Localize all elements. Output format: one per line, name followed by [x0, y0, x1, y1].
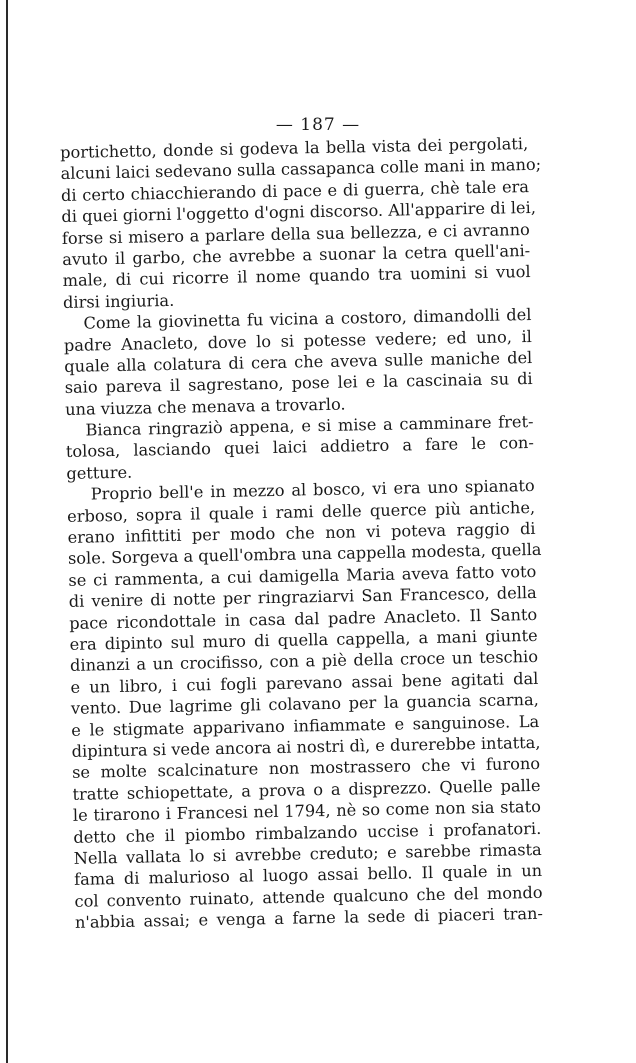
- text-line: sole. Sorgeva a quell'ombra una cappella modesta, quella: [67, 540, 542, 569]
- text-line: Come la giovinetta fu vicina a costoro, dimandolli del: [83, 305, 532, 333]
- text-line: e un libro, i cui fogli parevano assai bene agitati dal: [70, 668, 539, 697]
- text-line: una viuzza che menava a trovarlo.: [64, 394, 346, 419]
- text-line: forse si misero a parlare della sua bellezza, e ci avranno: [61, 219, 530, 248]
- text-line: col convento ruinato, attende qualcuno che del mondo: [74, 882, 543, 911]
- text-line: saio pareva il sagrestano, pose lei e la cascinaia su di: [64, 369, 533, 398]
- text-line: detto che il piombo rimbalzando uccise i profanatori.: [73, 818, 542, 847]
- text-line: se molte scalcinature non mostrassero che vi furono: [71, 754, 541, 783]
- text-line: erboso, sopra il quale i rami delle querce più antiche,: [67, 497, 536, 526]
- text-line: padre Anacleto, dove lo si potesse vedere; ed uno, il: [63, 326, 532, 355]
- text-line: fama di malurioso al luogo assai bello. Il quale in un: [73, 861, 543, 890]
- text-line: Nella vallata lo si avrebbe creduto; e sarebbe rimasta: [73, 839, 542, 868]
- text-line: Proprio bell'e in mezzo al bosco, vi era uno spianato: [90, 476, 535, 504]
- text-line: dipintura si vede ancora ai nostri dì, e durerebbe intatta,: [71, 732, 541, 761]
- text-line: tolosa, lasciando quei laici addietro a fare le con-: [65, 433, 535, 462]
- text-line: di venire di notte per ringraziarvi San Francesco, della: [68, 583, 537, 612]
- page-number: — 187 —: [275, 115, 361, 135]
- text-line: portichetto, donde si godeva la bella vista dei pergolati,: [60, 134, 529, 162]
- text-line: avuto il garbo, che avrebbe a suonar la cetra quell'ani-: [62, 240, 531, 269]
- text-line: e le stigmate apparivano infiammate e sanguinose. La: [71, 711, 540, 740]
- text-line: n'abbia assai; e venga a farne la sede di piaceri tran-: [74, 903, 544, 932]
- text-line: vento. Due lagrime gli colavano per la guancia scarna,: [70, 690, 539, 719]
- text-line: se ci rammenta, a cui damigella Maria aveva fatto voto: [68, 561, 537, 590]
- text-line: erano infittiti per modo che non vi poteva raggio di: [67, 518, 536, 547]
- page-binding-edge: [6, 0, 8, 1063]
- text-line: Bianca ringraziò appena, e si mise a camminare fret-: [85, 412, 534, 440]
- text-line: getture.: [66, 462, 133, 483]
- text-line: quale alla colatura di cera che aveva sulle maniche del: [64, 347, 533, 376]
- text-line: le tirarono i Francesi nel 1794, nè so come non sia stato: [72, 797, 542, 825]
- text-line: di certo chiacchierando di pace e di guerra, chè tale era: [60, 176, 530, 205]
- text-line: dirsi ingiuria.: [62, 290, 175, 312]
- body-text: [60, 133, 543, 933]
- text-line: alcuni laici sedevano sulla cassapanca colle mani in mano;: [60, 155, 542, 184]
- text-line: pace ricondottale in casa dal padre Anacleto. Il Santo: [69, 604, 538, 633]
- text-line: tratte schiopettate, a prova o a disprezzo. Quelle palle: [72, 775, 541, 804]
- text-line: male, di cui ricorre il nome quando tra uomini si vuol: [62, 262, 531, 291]
- text-line: era dipinto sul muro di quella cappella, a mani giunte: [69, 625, 538, 654]
- text-line: dinanzi a un crocifisso, con a piè della croce un teschio: [69, 647, 539, 676]
- text-line: di quei giorni l'oggetto d'ogni discorso. All'apparire di lei,: [61, 198, 537, 227]
